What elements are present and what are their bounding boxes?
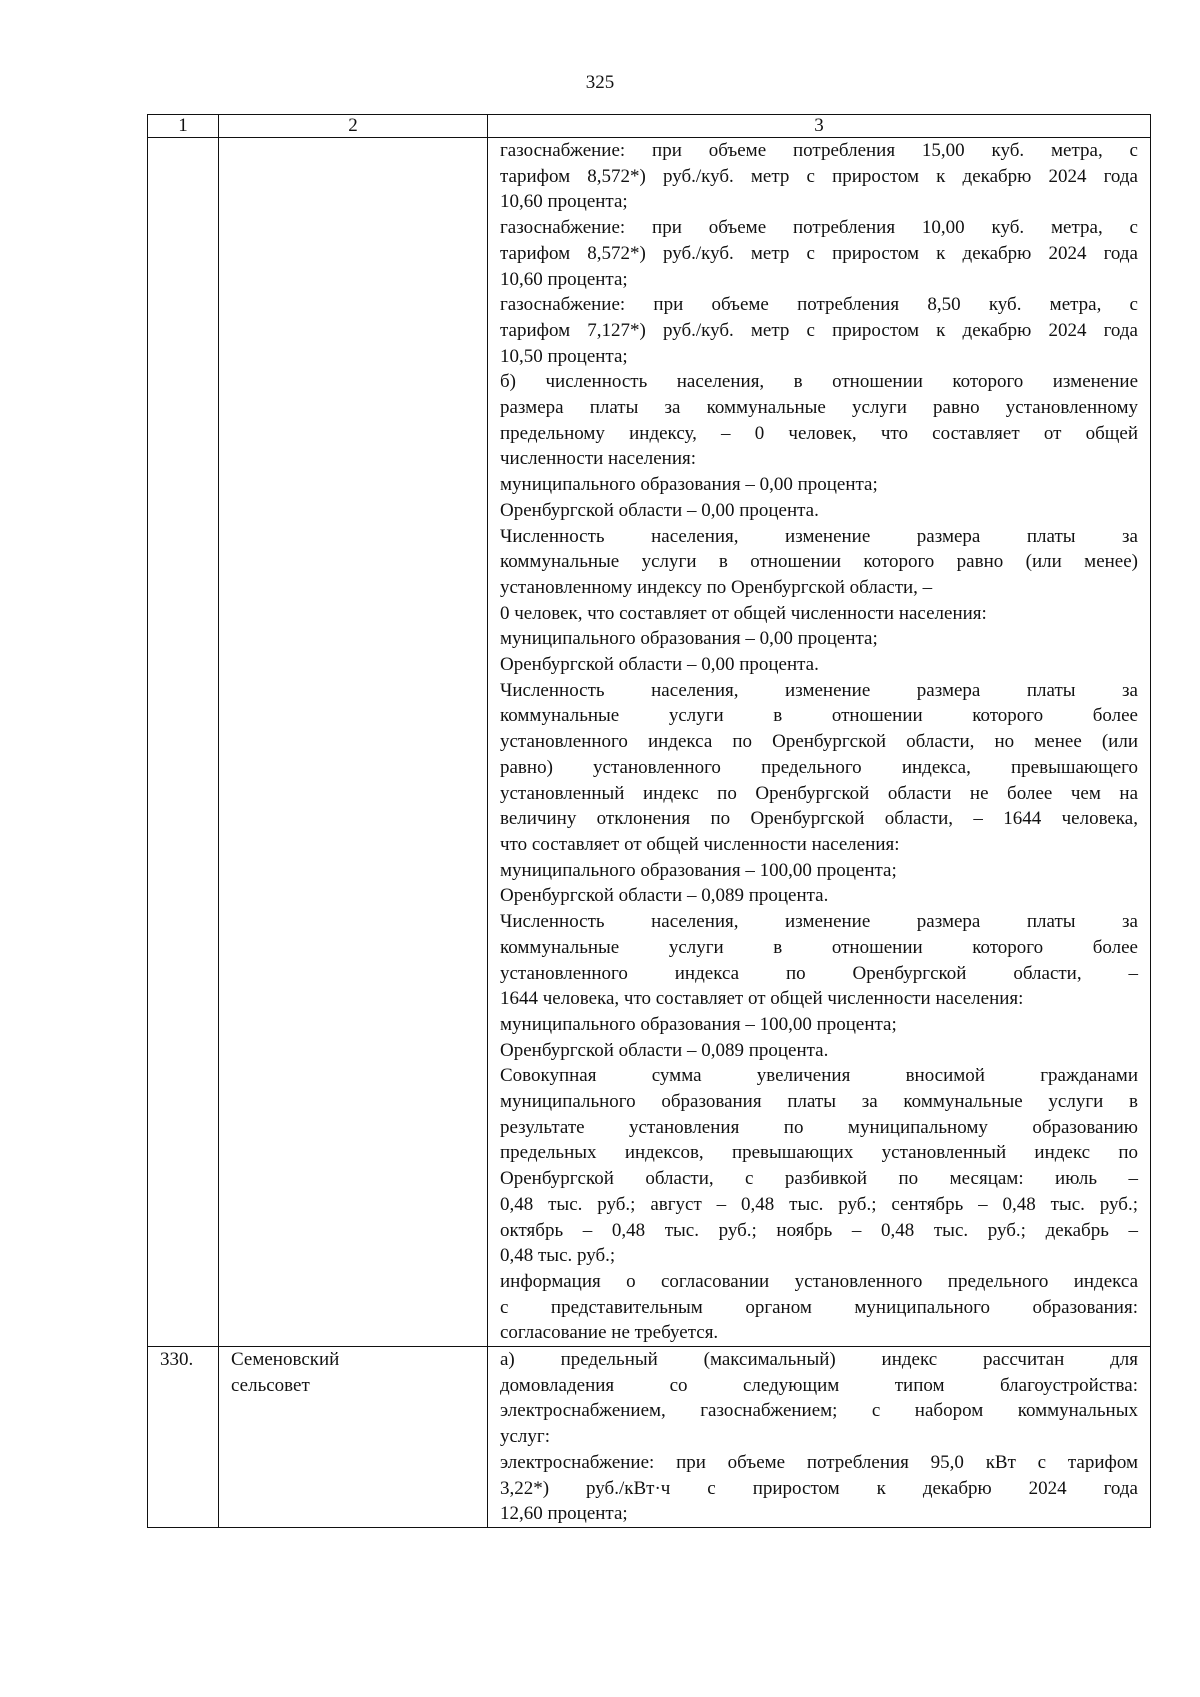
text-line: что составляет от общей численности населения: [500, 833, 900, 855]
text-line: 0,48 тыс. руб.; август – 0,48 тыс. руб.; сентябрь – 0,48 тыс. руб.; [500, 1193, 1138, 1215]
text-line: муниципального образования платы за коммунальные услуги в [500, 1091, 1138, 1113]
text-line: 1644 человека, что составляет от общей численности населения: [500, 988, 1024, 1010]
municipality-cell [219, 1347, 488, 1528]
text-line: результате установления по муниципальному образованию [500, 1116, 1138, 1138]
text-line: 0,48 тыс. руб.; [500, 1245, 616, 1267]
text-line: установленному индексу по Оренбургской области, – [500, 576, 933, 598]
description-cell [488, 1347, 1151, 1528]
text-line: электроснабжением, газоснабжением; с набором коммунальных [500, 1400, 1138, 1422]
description-cell [488, 138, 1151, 1347]
text-line: Совокупная сумма увеличения вносимой гражданами [500, 1065, 1138, 1087]
text-line: 10,60 процента; [500, 191, 628, 213]
text-line: коммунальные услуги в отношении которого равно (или менее) [500, 551, 1138, 573]
municipality-name-line: Семеновский [231, 1349, 340, 1371]
text-line: услуг: [500, 1426, 550, 1448]
tariff-index-table [147, 114, 1151, 1528]
text-line: 10,50 процента; [500, 345, 628, 367]
text-line: муниципального образования – 0,00 процента; [500, 628, 878, 650]
text-line: муниципального образования – 100,00 процента; [500, 859, 897, 881]
text-line: Оренбургской области – 0,00 процента. [500, 499, 819, 521]
text-line: размера платы за коммунальные услуги равно установленному [500, 397, 1138, 419]
text-line: муниципального образования – 0,00 процента; [500, 474, 878, 496]
text-line: Оренбургской области – 0,089 процента. [500, 885, 829, 907]
row-number-cell [148, 138, 219, 1347]
text-line: Оренбургской области, с разбивкой по месяцам: июль – [500, 1168, 1138, 1190]
text-line: электроснабжение: при объеме потребления 95,0 кВт с тарифом [500, 1451, 1138, 1473]
text-line: предельных индексов, превышающих установленный индекс по [500, 1142, 1138, 1164]
header-col-3: 3 [488, 115, 1151, 138]
text-line: установленный индекс по Оренбургской области не более чем на [500, 782, 1138, 804]
text-line: Оренбургской области – 0,00 процента. [500, 654, 819, 676]
text-line: численности населения: [500, 448, 697, 470]
text-line: тарифом 8,572*) руб./куб. метр с приростом к декабрю 2024 года [500, 242, 1138, 264]
text-line: б) численность населения, в отношении которого изменение [500, 371, 1138, 393]
text-line: установленного индекса по Оренбургской области, но менее (или [500, 731, 1138, 753]
text-line: октябрь – 0,48 тыс. руб.; ноябрь – 0,48 тыс. руб.; декабрь – [500, 1219, 1138, 1241]
text-line: муниципального образования – 100,00 процента; [500, 1013, 897, 1035]
text-line: Численность населения, изменение размера платы за [500, 679, 1138, 701]
municipality-name-line: сельсовет [231, 1374, 310, 1396]
text-line: газоснабжение: при объеме потребления 8,50 куб. метра, с [500, 294, 1138, 316]
table-row [148, 1347, 1151, 1528]
text-line: 12,60 процента; [500, 1503, 628, 1525]
text-line: газоснабжение: при объеме потребления 10,00 куб. метра, с [500, 217, 1138, 239]
text-line: тарифом 8,572*) руб./куб. метр с приростом к декабрю 2024 года [500, 165, 1138, 187]
text-line: величину отклонения по Оренбургской области, – 1644 человека, [500, 808, 1138, 830]
text-line: а) предельный (максимальный) индекс рассчитан для [500, 1349, 1138, 1371]
text-line: согласование не требуется. [500, 1322, 719, 1344]
text-line: предельному индексу, – 0 человек, что составляет от общей [500, 422, 1138, 444]
municipality-cell [219, 138, 488, 1347]
text-line: с представительным органом муниципального образования: [500, 1296, 1138, 1318]
row-number-cell: 330. [148, 1347, 219, 1528]
text-line: коммунальные услуги в отношении которого более [500, 936, 1138, 958]
table-header-row [148, 115, 1151, 138]
text-line: 10,60 процента; [500, 268, 628, 290]
text-line: 3,22*) руб./кВт·ч с приростом к декабрю 2024 года [500, 1477, 1138, 1499]
table-row [148, 138, 1151, 1347]
text-line: равно) установленного предельного индекса, превышающего [500, 756, 1138, 778]
text-line: установленного индекса по Оренбургской области, – [500, 962, 1138, 984]
text-line: домовладения со следующим типом благоустройства: [500, 1374, 1138, 1396]
text-line: 0 человек, что составляет от общей численности населения: [500, 602, 987, 624]
text-line: информация о согласовании установленного предельного индекса [500, 1270, 1138, 1292]
text-line: газоснабжение: при объеме потребления 15,00 куб. метра, с [500, 140, 1138, 161]
text-line: Численность населения, изменение размера платы за [500, 525, 1138, 547]
header-col-1: 1 [148, 115, 219, 138]
text-line: Оренбургской области – 0,089 процента. [500, 1039, 829, 1061]
text-line: Численность населения, изменение размера платы за [500, 911, 1138, 933]
header-col-2: 2 [219, 115, 488, 138]
text-line: коммунальные услуги в отношении которого более [500, 705, 1138, 727]
text-line: тарифом 7,127*) руб./куб. метр с приростом к декабрю 2024 года [500, 319, 1138, 341]
page-number: 325 [585, 72, 615, 93]
